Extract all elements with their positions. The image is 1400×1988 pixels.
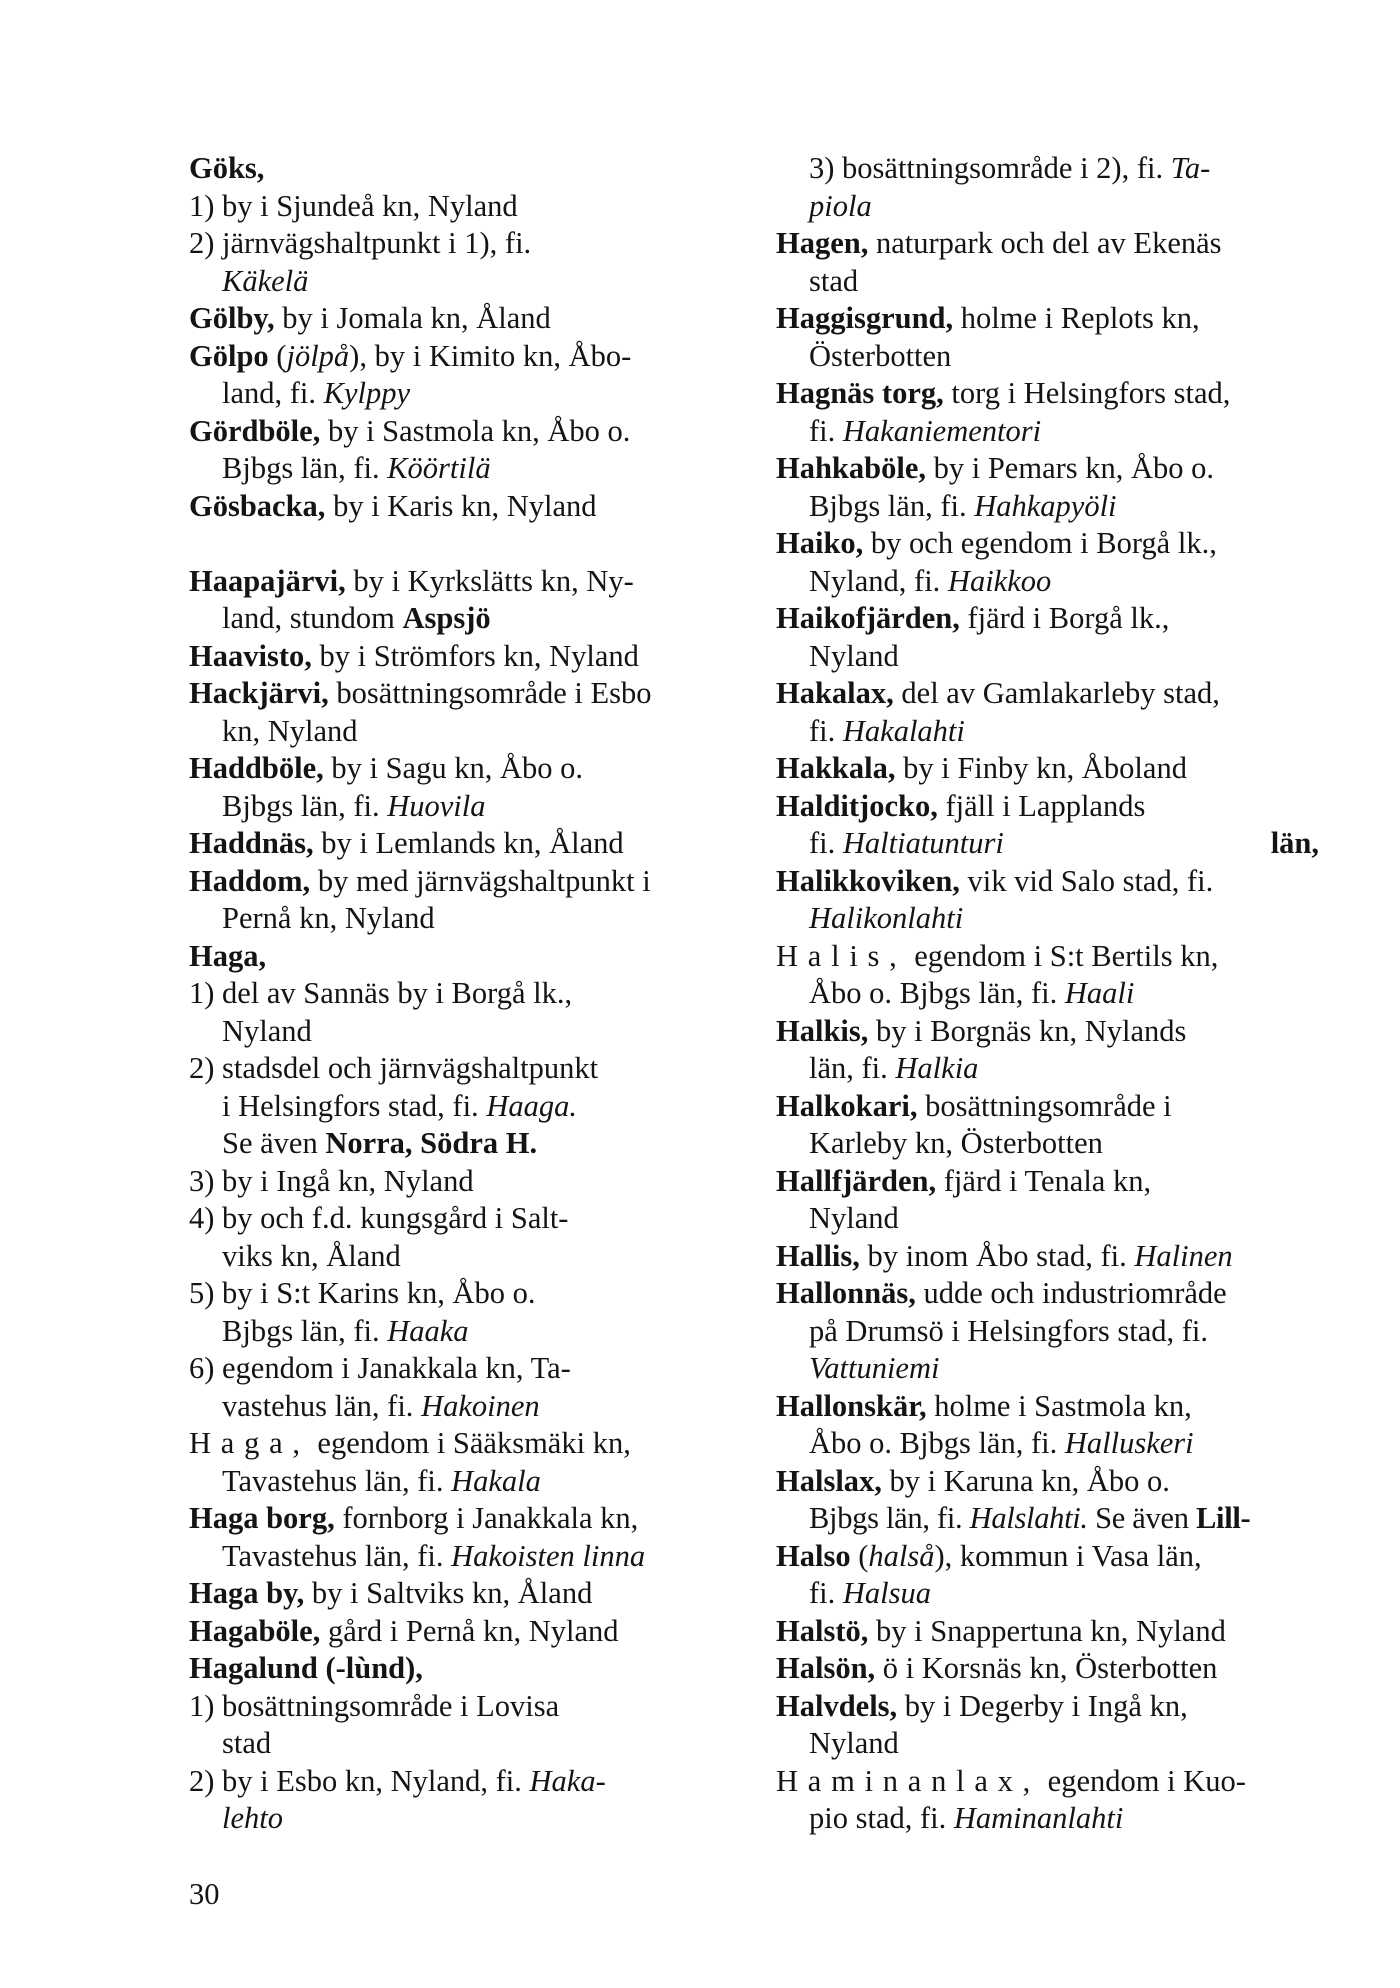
headword: Gördböle, bbox=[189, 413, 321, 448]
headword: Haddom, bbox=[189, 863, 311, 898]
pronunciation: (-lùnd), bbox=[325, 1651, 423, 1685]
cross-reference: Norra, Södra H. bbox=[325, 1126, 538, 1160]
headword: Haga borg, bbox=[189, 1501, 335, 1535]
cross-reference: Lill- bbox=[1196, 1501, 1251, 1535]
sub-entry: 2) by i Esbo kn, Nyland, fi. Haka- lehto bbox=[189, 1763, 606, 1835]
headword: Haggisgrund, bbox=[776, 301, 954, 335]
headword: Hakalax, bbox=[776, 676, 894, 710]
finnish-name: Hakalahti bbox=[842, 713, 965, 748]
finnish-name: piola bbox=[809, 188, 872, 223]
entry-hagnas-torg: Hagnäs torg, torg i Helsingfors stad, fi. Hakaniementori bbox=[776, 376, 1231, 448]
finnish-name: Hakala bbox=[451, 1463, 541, 1498]
entry-haga-egendom: Haga, egendom i Sääksmäki kn, Tavastehus län, fi. Hakala bbox=[189, 1426, 631, 1498]
headword: Halsön, bbox=[776, 1651, 876, 1685]
headword: Göks, bbox=[189, 151, 265, 185]
finnish-name: Käkelä bbox=[222, 263, 309, 298]
headword: Hagaböle, bbox=[189, 1613, 321, 1648]
headword: Haga, bbox=[189, 938, 267, 973]
entry-haiko: Haiko, by och egendom i Borgå lk., Nyland, fi. Haikkoo bbox=[776, 526, 1217, 598]
sub-entry: 6) egendom i Janakkala kn, Ta- vastehus län, fi. Hakoinen bbox=[189, 1351, 571, 1423]
headword-spaced: Haminanlax, bbox=[776, 1763, 1041, 1798]
headword: Haikofjärden, bbox=[776, 601, 960, 635]
finnish-name: Halslahti. bbox=[969, 1501, 1088, 1535]
finnish-name: Hakaniementori bbox=[842, 413, 1042, 448]
entry-haga-borg: Haga borg, fornborg i Janakkala kn, Tavastehus län, fi. Hakoisten linna bbox=[189, 1501, 646, 1573]
headword: Halso bbox=[776, 1538, 851, 1573]
finnish-name: Vattuniemi bbox=[809, 1351, 940, 1385]
entry-haddom: Haddom, by med järnvägshaltpunkt i Pernå kn, Nyland bbox=[189, 863, 651, 935]
entry-hagalund-cont: 3) bosättningsområde i 2), fi. Ta- piola bbox=[809, 151, 1211, 223]
finnish-name: Halinen bbox=[1134, 1238, 1233, 1273]
entry-goks bbox=[189, 150, 732, 300]
headword: Hakkala, bbox=[776, 751, 896, 785]
sub-entry: 2) stadsdel och järnvägshaltpunkt i Helsingfors stad, fi. Haaga. Se även Norra, Södra H. bbox=[189, 1051, 599, 1160]
page-number: 30 bbox=[189, 1877, 220, 1911]
pronunciation: jölpå bbox=[286, 338, 350, 373]
headword: Halikkoviken, bbox=[776, 863, 960, 898]
headword-spaced: Halis, bbox=[776, 938, 907, 973]
headword: Gösbacka, bbox=[189, 488, 326, 523]
finnish-name: lehto bbox=[222, 1801, 283, 1835]
finnish-name: Haltiatunturi bbox=[842, 826, 1004, 860]
headword: Gölpo bbox=[189, 338, 269, 373]
headword: Hackjärvi, bbox=[189, 676, 329, 710]
entry-gosbacka: Gösbacka, by i Karis kn, Nyland bbox=[189, 488, 597, 523]
entry-halvdels: Halvdels, by i Degerby i Ingå kn, Nyland bbox=[776, 1688, 1188, 1760]
entry-halikkoviken: Halikkoviken, vik vid Salo stad, fi. Halikonlahti bbox=[776, 863, 1214, 935]
finnish-name: Halluskeri bbox=[1064, 1426, 1194, 1460]
sub-entry: 4) by och f.d. kungsgård i Salt- viks kn, Åland bbox=[189, 1201, 569, 1273]
entry-haminanlax: Haminanlax, egendom i Kuo- pio stad, fi. Haminanlahti bbox=[776, 1763, 1246, 1835]
finnish-name: Halkia bbox=[895, 1051, 979, 1085]
headword: Halstö, bbox=[776, 1613, 869, 1648]
entry-gordbole: Gördböle, by i Sastmola kn, Åbo o. Bjbgs län, fi. Köörtilä bbox=[189, 413, 631, 485]
entry-halson: Halsön, ö i Korsnäs kn, Österbotten bbox=[776, 1651, 1218, 1685]
entry-haikofjarden: Haikofjärden, fjärd i Borgå lk., Nyland bbox=[776, 601, 1170, 673]
finnish-name: Huovila bbox=[387, 788, 486, 823]
entry-hagalund bbox=[189, 1650, 732, 1838]
entry-haga-by: Haga by, by i Saltviks kn, Åland bbox=[189, 1576, 593, 1610]
headword: Gölby, bbox=[189, 301, 275, 335]
entry-halslax: Halslax, by i Karuna kn, Åbo o. Bjbgs län, fi. Halslahti. Se även Lill- bbox=[776, 1463, 1251, 1535]
headword: Halditjocko, bbox=[776, 788, 938, 823]
sub-entry: 1) bosättningsområde i Lovisa stad bbox=[189, 1688, 560, 1760]
finnish-name: Hakoinen bbox=[421, 1388, 540, 1423]
entry-hakalax: Hakalax, del av Gamlakarleby stad, fi. Hakalahti bbox=[776, 676, 1220, 748]
sub-entry: 5) by i S:t Karins kn, Åbo o. Bjbgs län, fi. Haaka bbox=[189, 1276, 536, 1348]
right-column bbox=[776, 150, 1319, 1838]
sub-entry: 2) järnvägshaltpunkt i 1), fi. Käkelä bbox=[189, 226, 532, 298]
letter-gap bbox=[189, 525, 732, 563]
finnish-name: Halsua bbox=[842, 1576, 932, 1610]
entry-hagen: Hagen, naturpark och del av Ekenäs stad bbox=[776, 226, 1222, 298]
headword: Hagalund bbox=[189, 1651, 318, 1685]
finnish-name: Haaga. bbox=[486, 1088, 577, 1123]
sub-entry: 1) del av Sannäs by i Borgå lk., Nyland bbox=[189, 976, 573, 1048]
entry-haga bbox=[189, 938, 732, 1426]
headword: Halkis, bbox=[776, 1013, 869, 1048]
headword: Haddböle, bbox=[189, 751, 324, 785]
left-column bbox=[189, 150, 732, 1838]
headword: Haavisto, bbox=[189, 638, 312, 673]
entry-haavisto: Haavisto, by i Strömfors kn, Nyland bbox=[189, 638, 639, 673]
finnish-name: Haikkoo bbox=[947, 563, 1052, 598]
headword: Hallfjärden, bbox=[776, 1163, 937, 1198]
entry-hagabole: Hagaböle, gård i Pernå kn, Nyland bbox=[189, 1613, 619, 1648]
entry-halsto: Halstö, by i Snappertuna kn, Nyland bbox=[776, 1613, 1226, 1648]
finnish-name: Haali bbox=[1064, 976, 1135, 1010]
entry-halkokari: Halkokari, bosättningsområde i Karleby kn, Österbotten bbox=[776, 1088, 1172, 1160]
finnish-name: Köörtilä bbox=[387, 451, 491, 485]
headword: Hahkaböle, bbox=[776, 451, 926, 485]
headword: Halslax, bbox=[776, 1463, 882, 1498]
headword: Haddnäs, bbox=[189, 826, 314, 860]
finnish-name: Haminanlahti bbox=[953, 1801, 1124, 1835]
entry-golby: Gölby, by i Jomala kn, Åland bbox=[189, 301, 551, 335]
entry-golpo: Gölpo (jölpå), by i Kimito kn, Åbo- land, fi. Kylppy bbox=[189, 338, 632, 410]
headword: Hagnäs torg, bbox=[776, 376, 944, 410]
finnish-name: Kylppy bbox=[323, 376, 411, 410]
entry-hakkala: Hakkala, by i Finby kn, Åboland bbox=[776, 751, 1187, 785]
entry-halkis: Halkis, by i Borgnäs kn, Nylands län, fi. Halkia bbox=[776, 1013, 1187, 1085]
pronunciation: halså bbox=[868, 1538, 935, 1573]
entry-hackjarvi: Hackjärvi, bosättningsområde i Esbo kn, Nyland bbox=[189, 676, 652, 748]
finnish-name: Haka- bbox=[529, 1763, 606, 1798]
finnish-name: Ta- bbox=[1170, 151, 1211, 185]
headword: Hallonnäs, bbox=[776, 1276, 916, 1310]
finnish-name: Halikonlahti bbox=[809, 901, 964, 935]
finnish-name: Hakoisten linna bbox=[451, 1538, 646, 1573]
headword: Haga by, bbox=[189, 1576, 305, 1610]
headword: Hagen, bbox=[776, 226, 869, 260]
headword-spaced: Haga, bbox=[189, 1426, 310, 1460]
cross-reference: Aspsjö bbox=[402, 601, 491, 635]
headword: Halkokari, bbox=[776, 1088, 918, 1123]
entry-haddbole: Haddböle, by i Sagu kn, Åbo o. Bjbgs län, fi. Huovila bbox=[189, 751, 583, 823]
entry-halis: Halis, egendom i S:t Bertils kn, Åbo o. Bjbgs län, fi. Haali bbox=[776, 938, 1219, 1010]
entry-halditjocko: Halditjocko, fjäll i Lapplands fi. Haltiatunturi län, bbox=[776, 788, 1319, 860]
entry-halso: Halso (halså), kommun i Vasa län, fi. Halsua bbox=[776, 1538, 1202, 1610]
entry-haapajarvi: Haapajärvi, by i Kyrkslätts kn, Ny- land, stundom Aspsjö bbox=[189, 563, 634, 635]
entry-hallfjarden: Hallfjärden, fjärd i Tenala kn, Nyland bbox=[776, 1163, 1152, 1235]
sub-entry: 1) by i Sjundeå kn, Nyland bbox=[189, 188, 518, 223]
headword: Hallonskär, bbox=[776, 1388, 927, 1423]
entry-hallonskar: Hallonskär, holme i Sastmola kn, Åbo o. Bjbgs län, fi. Halluskeri bbox=[776, 1388, 1194, 1460]
entry-hallis: Hallis, by inom Åbo stad, fi. Halinen bbox=[776, 1238, 1233, 1273]
entry-hallonnas: Hallonnäs, udde och industriområde på Drumsö i Helsingfors stad, fi. Vattuniemi bbox=[776, 1276, 1227, 1385]
entry-haddnas: Haddnäs, by i Lemlands kn, Åland bbox=[189, 826, 624, 860]
headword: Hallis, bbox=[776, 1238, 860, 1273]
finnish-name: Hahkapyöli bbox=[974, 488, 1117, 523]
entry-haggisgrund: Haggisgrund, holme i Replots kn, Österbotten bbox=[776, 301, 1200, 373]
headword: Haiko, bbox=[776, 526, 864, 560]
sub-entry: 3) by i Ingå kn, Nyland bbox=[189, 1163, 474, 1198]
finnish-name: Haaka bbox=[387, 1313, 469, 1348]
headword: Haapajärvi, bbox=[189, 563, 346, 598]
entry-hahkabole: Hahkaböle, by i Pemars kn, Åbo o. Bjbgs län, fi. Hahkapyöli bbox=[776, 451, 1215, 523]
headword: Halvdels, bbox=[776, 1688, 898, 1723]
